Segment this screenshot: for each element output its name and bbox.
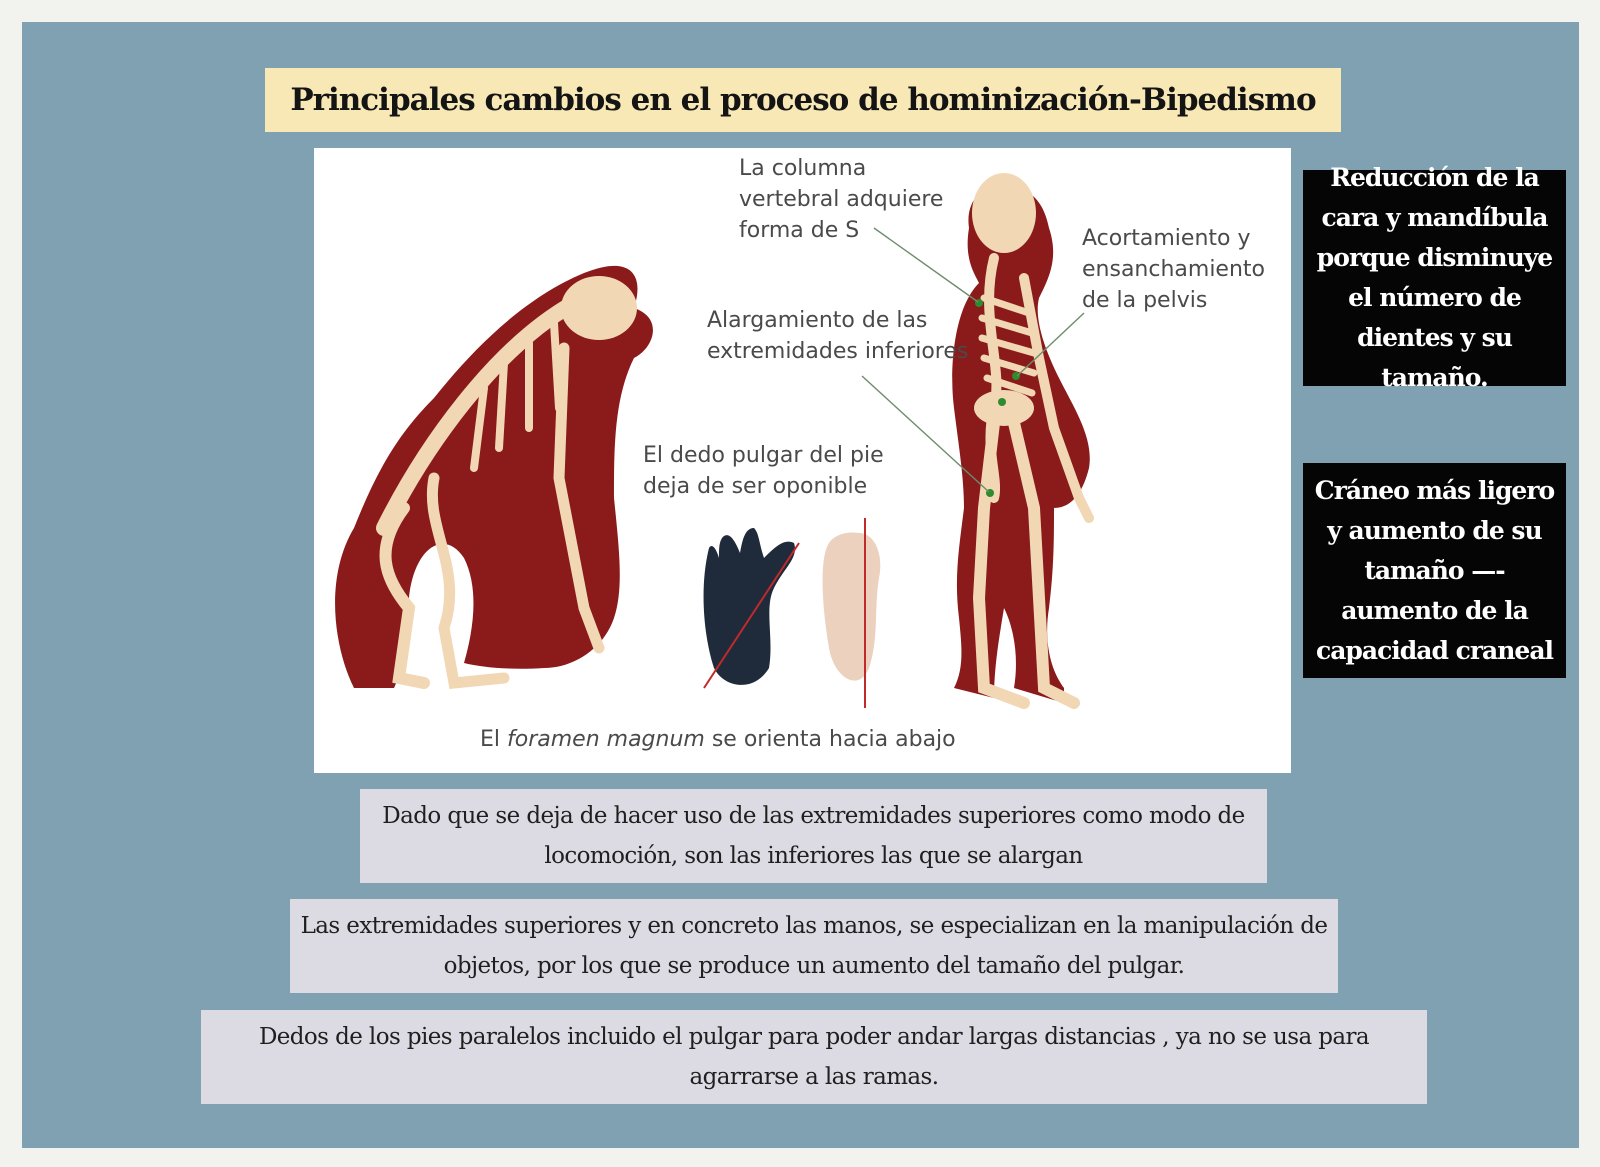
- text-box-pies: [201, 1010, 1427, 1104]
- label-foramen-prefix: El: [480, 727, 508, 752]
- side-box-cara: [1303, 163, 1566, 392]
- human-skeleton: [952, 173, 1090, 703]
- label-extremidades: Alargamiento de las extremidades inferiores: [707, 308, 969, 364]
- side-box-craneo: [1303, 463, 1566, 678]
- marker-pelvis: [1012, 372, 1020, 380]
- label-foramen-italic: foramen magnum: [507, 727, 705, 752]
- marker-hip: [998, 398, 1006, 406]
- ape-foot: [704, 528, 799, 688]
- text-box-pies-text: Dedos de los pies paralelos incluido el pulgar para poder andar largas distancias , ya no se usa para agarrarse a las ramas.: [258, 1024, 1370, 1090]
- human-skull: [972, 173, 1036, 253]
- text-box-manos: [290, 899, 1338, 993]
- text-box-extremidades: [360, 789, 1267, 883]
- label-foramen: [480, 724, 956, 755]
- side-box-cara-text: Reducción de la cara y mandíbula porque disminuye el número de dientes y su tamaño.: [1316, 163, 1553, 392]
- ape-foot-shape: [704, 528, 795, 685]
- ape-skull: [561, 276, 637, 340]
- label-columna: La columna vertebral adquiere forma de S: [739, 156, 944, 243]
- ape-skeleton: [335, 266, 653, 688]
- bipedism-figure: [314, 148, 1291, 773]
- human-foot: [823, 518, 881, 708]
- side-box-craneo-text: Cráneo más ligero y aumento de su tamaño —- aumento de la capacidad craneal: [1314, 475, 1555, 665]
- human-pelvis: [974, 390, 1034, 426]
- text-box-manos-text: Las extremidades superiores y en concreto las manos, se especializan en la manipulación de objetos, por los que se produce un aumento del tamaño del pulgar.: [300, 913, 1328, 979]
- label-foramen-suffix: se orienta hacia abajo: [704, 727, 956, 752]
- label-pulgar: El dedo pulgar del pie deja de ser oponible: [643, 443, 884, 499]
- text-box-extremidades-text: Dado que se deja de hacer uso de las extremidades superiores como modo de locomoción, son las inferiores las que se alargan: [382, 803, 1245, 869]
- human-foot-shape: [823, 533, 881, 681]
- title-banner: [265, 68, 1341, 132]
- label-pelvis: Acortamiento y ensanchamiento de la pelvis: [1082, 226, 1265, 313]
- page-title: Principales cambios en el proceso de hominización-Bipedismo: [290, 82, 1316, 118]
